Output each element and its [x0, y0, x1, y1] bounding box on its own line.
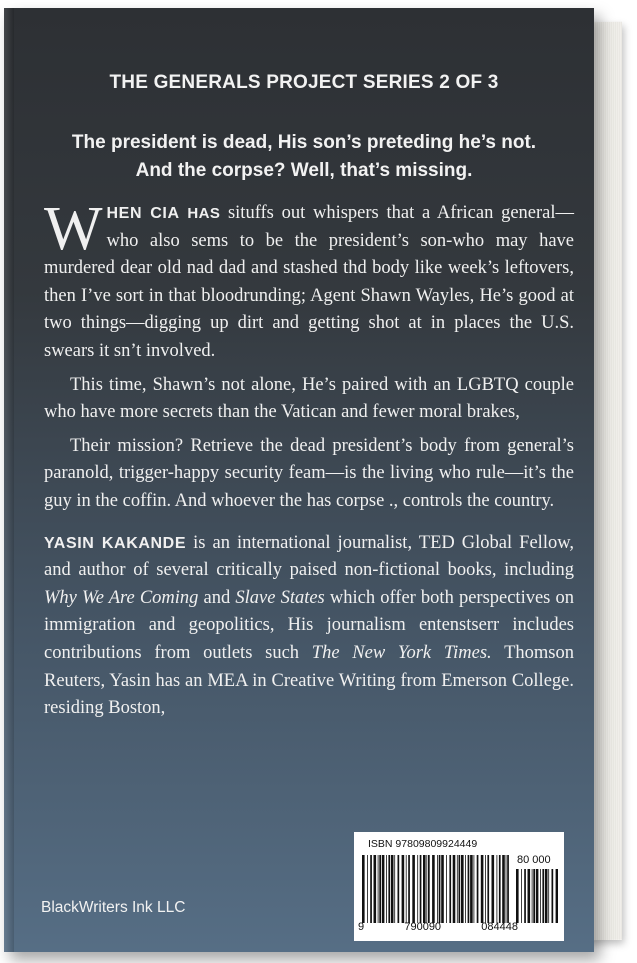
barcode-digits	[358, 921, 518, 933]
barcode-bar	[468, 855, 470, 923]
barcode-bar	[402, 855, 405, 923]
barcode-bar	[382, 855, 385, 923]
drop-cap: W	[44, 195, 103, 263]
blurb-paragraph-1-text: situffs out whispers that a African general—who also sems to be the president’s son-who may have murdered dear old nad dad and stashed thd body like week’s leftovers, then I’ve sort in that bloodrunding; Agent Shawn Wayles, He’s good at two things—digging up dirt and getting shot at in places the U.S. swears it sn’t involved.	[44, 203, 575, 361]
barcode-bar	[540, 869, 541, 923]
author-bio-text-3: Thomson Reuters, Yasin has an MEA in Creative Writing from Emerson College. residing Boston,	[44, 642, 574, 719]
barcode-digit-group-3: 084448	[481, 921, 518, 933]
barcode-bar	[521, 869, 522, 923]
barcode-bar	[439, 855, 441, 923]
author-bio-text-2: which offer both perspectives on immigration and geopolitics, His journalism entenstserr includes contributions from outlets such	[44, 587, 574, 663]
barcode-bar	[492, 855, 495, 923]
barcode-bar	[453, 855, 456, 923]
barcode-bar	[506, 855, 507, 923]
barcode-bar	[398, 855, 400, 923]
barcode-digit-group-2: 790090	[404, 921, 442, 933]
author-bio	[44, 530, 574, 723]
barcode-bar	[528, 869, 531, 923]
publisher-name: BlackWriters Ink LLC	[41, 899, 186, 916]
barcode-bar	[378, 855, 379, 923]
barcode-bar	[423, 855, 426, 923]
barcode-addon	[516, 869, 558, 923]
blurb-paragraph-2: This time, Shawn’s not alone, He’s paired with an LGBTQ couple who have more secrets than the Vatican and fewer moral brakes,	[44, 374, 574, 423]
tagline-line-1: The president is dead, His son’s preteding he’s not.	[71, 132, 537, 153]
barcode-bar	[524, 869, 526, 923]
barcode-bar	[485, 855, 486, 923]
barcode-bar	[432, 855, 435, 923]
barcode-bar	[437, 855, 438, 923]
barcode-bar	[507, 855, 509, 923]
barcode-digit-group-1: 9	[358, 921, 365, 933]
barcode-bar	[374, 855, 377, 923]
lead-in: HEN CIA	[106, 205, 180, 222]
barcode-bar	[477, 855, 479, 923]
barcode-bar	[532, 869, 533, 923]
author-bio-text-1: is an international journalist, TED Global Fellow, and author of several critically paised non-fictional books, including	[44, 532, 574, 581]
blurb	[44, 195, 575, 723]
barcode-bar	[367, 855, 368, 923]
book-back-cover	[4, 8, 594, 952]
barcode-bar	[394, 855, 395, 923]
barcode-bar	[420, 855, 422, 923]
barcode-bar	[545, 869, 548, 923]
barcode-bar	[441, 855, 444, 923]
barcode-bar	[406, 855, 407, 923]
barcode-bar	[487, 855, 489, 923]
barcode-bar	[388, 855, 390, 923]
barcode-bar	[516, 869, 519, 923]
barcode-bar	[428, 855, 430, 923]
series-title: THE GENERALS PROJECT SERIES 2 OF 3	[109, 72, 499, 93]
barcode-bar	[362, 855, 365, 923]
barcode-bar	[542, 869, 544, 923]
barcode-bar	[536, 869, 539, 923]
book-title-2: Slave States	[235, 587, 325, 608]
tagline	[4, 129, 604, 185]
barcode-bar	[408, 855, 410, 923]
tagline-line-2: And the corpse? Well, that’s missing.	[135, 160, 473, 181]
barcode-bar	[552, 869, 554, 923]
barcode-bar	[556, 869, 558, 923]
barcode-bar	[470, 855, 473, 923]
author-name: YASIN KAKANDE	[44, 534, 187, 552]
barcode-bar	[391, 855, 394, 923]
book-title-1: Why We Are Coming	[44, 587, 199, 608]
barcode-main	[362, 855, 512, 923]
outlet-title: The New York Times.	[311, 642, 492, 663]
barcode-bar	[461, 855, 464, 923]
barcode-bar	[465, 855, 466, 923]
blurb-paragraph-1	[44, 195, 575, 366]
barcode-bar	[502, 855, 505, 923]
barcode-bar	[474, 855, 475, 923]
barcode-bar	[449, 855, 451, 923]
barcode-bar	[370, 855, 372, 923]
barcode-bar	[499, 855, 501, 923]
barcode-bar	[386, 855, 387, 923]
barcode-bar	[457, 855, 458, 923]
barcode-bar	[412, 855, 415, 923]
barcode-bar	[481, 855, 484, 923]
barcode-bar	[459, 855, 461, 923]
barcode-bar	[379, 855, 381, 923]
author-bio-and: and	[198, 587, 236, 608]
barcode-bar	[533, 869, 535, 923]
lead-in-has: HAS	[187, 205, 221, 222]
isbn-label: ISBN 97809809924449	[368, 838, 478, 850]
barcode-bar	[548, 869, 549, 923]
barcode-box	[354, 832, 564, 941]
barcode-bar	[497, 855, 498, 923]
barcode-bar	[446, 855, 447, 923]
price-code: 80 000	[517, 854, 551, 866]
barcode-bar	[426, 855, 427, 923]
barcode-bar	[417, 855, 418, 923]
blurb-paragraph-3: Their mission? Retrieve the dead president’s body from general’s paranold, trigger-happy security feam—is the living who rule—it’s the guy in the coffin. And whoever the has corpse ., controls the country.	[44, 435, 574, 511]
